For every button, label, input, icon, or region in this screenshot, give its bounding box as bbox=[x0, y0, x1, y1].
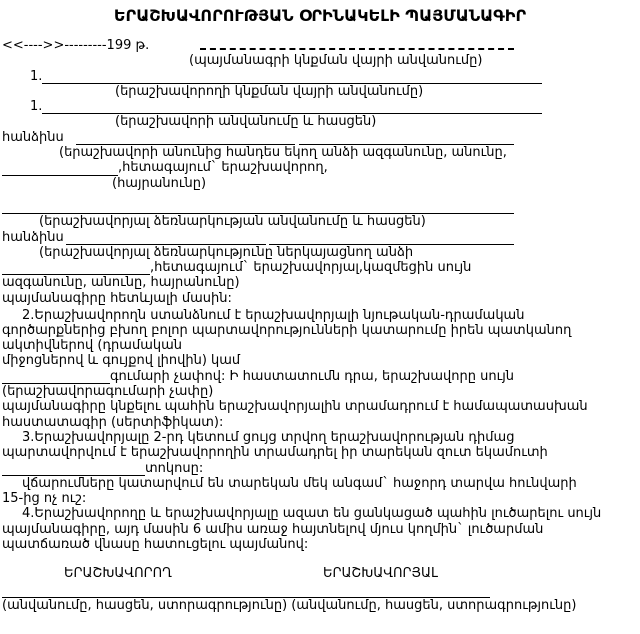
caption-signatures: (անվանումը, հասցեն, ստորագրությունը) (անվանումը, հասցեն, ստորագրությունը) bbox=[2, 597, 577, 613]
clause4-row bbox=[2, 506, 602, 522]
clause3-line4: 15-ից ոչ ուշ: bbox=[2, 491, 87, 507]
in-person-row bbox=[2, 130, 514, 145]
clause4-line3: պատճառած վնասը հատուցելու պայմանով: bbox=[2, 537, 309, 552]
caption-row bbox=[2, 176, 624, 191]
document-title: ԵՐԱՇԽԱՎՈՐՈՒԹՅԱՆ ՕՐԻՆԱԿԵԼԻ ՊԱՅՄԱՆԱԳԻՐ bbox=[113, 6, 527, 25]
clause3-line1: 3.Երաշխավորյալը 2-րդ կետում ցույց տրվող երաշխավորության դիմաց bbox=[22, 429, 515, 445]
caption-patronymic: (հայրանունը) bbox=[112, 175, 207, 191]
caption-row bbox=[2, 275, 514, 290]
caption-guarantor-name-address: (երաշխավորի անվանումը և հասցեն) bbox=[115, 114, 377, 130]
in-person-label-2: հանձինս bbox=[2, 229, 64, 245]
clause4-row bbox=[2, 537, 514, 552]
guaranteed-signature-label: ԵՐԱՇԽԱՎՈՐՅԱԼ bbox=[322, 566, 438, 582]
caption-row bbox=[2, 53, 640, 68]
hereafter-guaranteed-text: ,հետագայում` երաշխավորյալ,կազմեցին սույն bbox=[150, 260, 472, 276]
signature-blank-row bbox=[2, 583, 514, 598]
clause2-line1: 2.Երաշխավորողն ստանձնում է երաշխավորյալի նյութական-դրամական bbox=[22, 307, 525, 323]
percent-blank-row bbox=[2, 461, 514, 476]
in-person-row-2 bbox=[2, 230, 514, 245]
blank-patronymic-line bbox=[2, 173, 118, 176]
document-body bbox=[2, 38, 602, 613]
caption-contract-place: (պայմանագրի կնքման վայրի անվանումը) bbox=[189, 53, 483, 69]
caption-representative-2-cont: ազգանունը, անունը, հայրանունը) bbox=[2, 275, 240, 291]
caption-enterprise-name-address: (երաշխավորյալ ձեռնարկության անվանումը և հասցեն) bbox=[39, 214, 426, 230]
caption-guarantor-signing-place: (երաշխավորողի կնքման վայրի անվանումը) bbox=[115, 83, 424, 99]
clause3-row bbox=[2, 475, 577, 491]
amount-blank-row bbox=[2, 369, 514, 384]
caption-row bbox=[2, 114, 627, 129]
clause4-line1: 4.Երաշխավորողը և երաշխավորյալը ազատ են ցանկացած պահին լուծարելու սույն bbox=[22, 506, 602, 522]
guarantee-contract-document bbox=[0, 7, 640, 613]
clause2-line3: ակտիվներով (դրամական bbox=[2, 338, 183, 354]
preamble-close-row bbox=[2, 291, 514, 306]
caption-row bbox=[2, 84, 627, 99]
caption-representative-2: (երաշխավորյալ ձեռնարկությունը ներկայացնող անձի bbox=[39, 244, 414, 260]
clause3-line2: պարտավորվում է երաշխավորողին տրամադրել իր տարեկան զուտ եկամուտի bbox=[2, 445, 548, 461]
item-number: 1. bbox=[30, 68, 43, 84]
clause2-row bbox=[2, 338, 514, 353]
in-person-label: հանձինս bbox=[2, 129, 68, 145]
guarantor-signature-label: ԵՐԱՇԽԱՎՈՐՈՂ bbox=[64, 566, 172, 582]
hereafter-guarantor-row bbox=[2, 160, 514, 175]
clause4-row bbox=[2, 521, 544, 537]
caption-row bbox=[2, 384, 514, 399]
caption-guarantee-amount: (երաշխավորագումարի չափը) bbox=[2, 384, 214, 400]
numbered-blank-row bbox=[2, 69, 542, 84]
place-name-dashed-blank bbox=[200, 45, 514, 50]
clause2-row bbox=[2, 308, 534, 323]
item-number: 1. bbox=[30, 99, 43, 115]
caption-row bbox=[2, 145, 571, 160]
caption-row bbox=[2, 214, 551, 229]
clause2-row bbox=[2, 415, 514, 430]
date-place-row bbox=[2, 38, 514, 53]
clause3-percent-suffix: տոկոսը: bbox=[145, 460, 204, 476]
spacer bbox=[172, 581, 323, 582]
signature-caption-row bbox=[2, 597, 577, 613]
hereafter-guaranteed-row bbox=[2, 260, 514, 275]
blank-row bbox=[2, 199, 514, 214]
clause2-line5: գումարի չափով: Ի հաստատումն դրա, երաշխավորը սույն bbox=[109, 368, 514, 384]
clause3-row bbox=[2, 445, 548, 461]
spacer bbox=[2, 581, 64, 582]
clause2-line6: պայմանագիրը կնքելու պահին երաշխավորյալին տրամադրում է համապատասխան bbox=[2, 399, 588, 415]
numbered-blank-row bbox=[2, 99, 542, 114]
clause3-row bbox=[2, 491, 514, 506]
caption-representative-1: (երաշխավորի անունից հանդես եկող անձի ազգանունը, անունը, bbox=[59, 145, 507, 161]
preamble-close-text: պայմանագիրը հետևյալի մասին: bbox=[2, 290, 232, 306]
hereafter-guarantor-text: ,հետագայում` երաշխավորող, bbox=[118, 160, 328, 176]
clause4-line2: պայմանագիրը, այդ մասին 6 ամիս առաջ հայտնելով մյուս կողմին` լուծարման bbox=[2, 521, 544, 537]
signature-labels-row bbox=[2, 566, 514, 581]
clause2-line7: հաստատագիր (սերտիֆիկատ): bbox=[2, 414, 224, 430]
clause2-row bbox=[2, 322, 572, 338]
clause2-line2: գործարքներից բխող բոլոր պարտավորությունների կատարումը իրեն պատկանող bbox=[2, 322, 572, 338]
clause3-row bbox=[2, 430, 534, 445]
clause3-line3: վճարումները կատարվում են տարեկան մեկ անգամ` հաջորդ տարվա հունվարի bbox=[22, 475, 577, 491]
clause2-row bbox=[2, 399, 588, 415]
caption-row bbox=[2, 245, 551, 260]
clause2-line4: միջոցներով և գույքով լիովին) կամ bbox=[2, 353, 241, 369]
date-placeholder-text: <<---->>---------199 թ. bbox=[2, 38, 150, 53]
clause2-row bbox=[2, 353, 514, 368]
